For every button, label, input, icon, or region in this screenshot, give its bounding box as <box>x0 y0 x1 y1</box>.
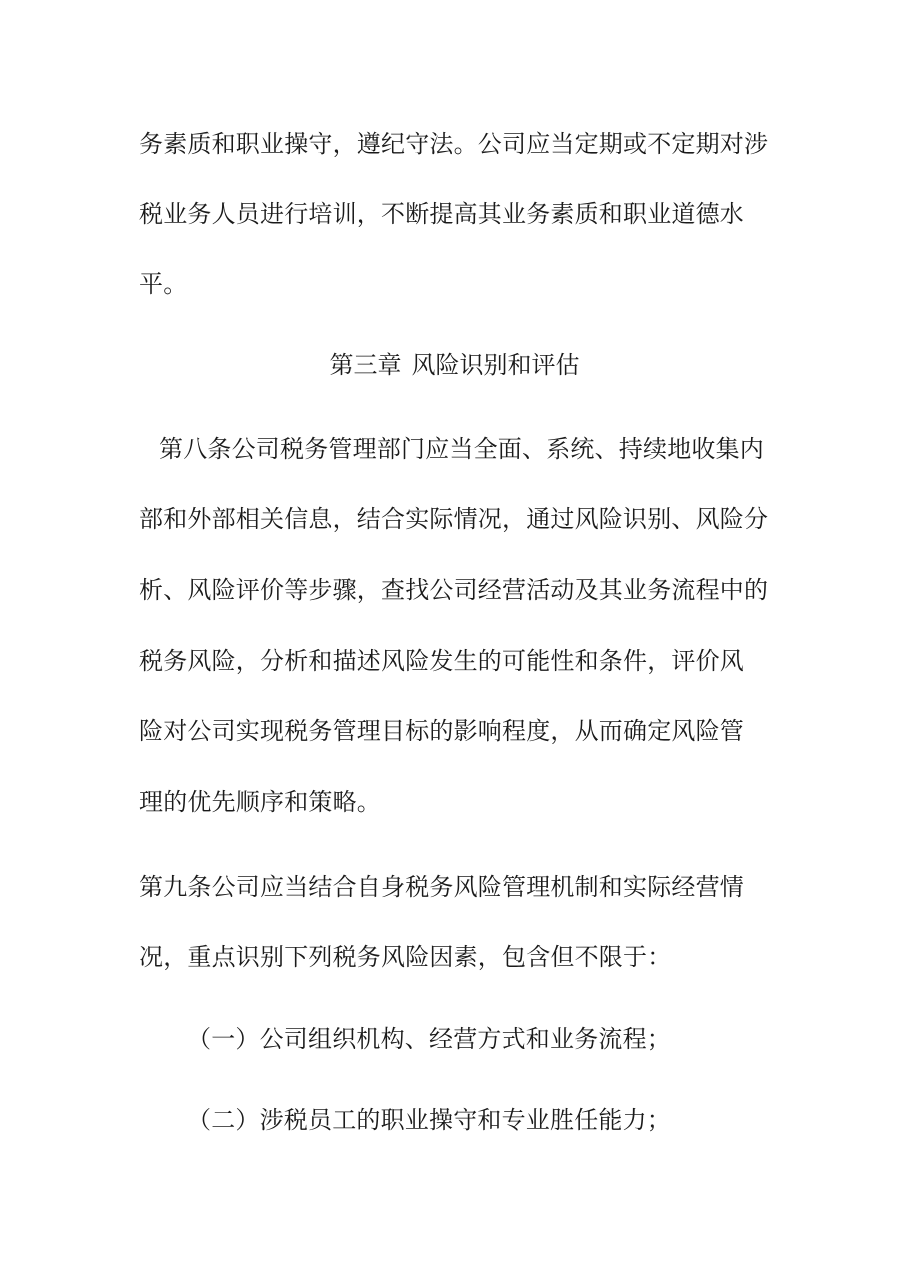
article-8-line: 理的优先顺序和策略。 <box>139 788 381 816</box>
chapter-heading <box>0 350 909 380</box>
article-9-line: 第九条公司应当结合自身税务风险管理机制和实际经营情 <box>139 873 744 901</box>
article-9-item: （一）公司组织机构、经营方式和业务流程； <box>187 1025 671 1053</box>
article-8-line: 第八条公司税务管理部门应当全面、系统、持续地收集内 <box>159 435 764 463</box>
article-8-line: 险对公司实现税务管理目标的影响程度，从而确定风险管 <box>139 717 744 745</box>
paragraph-line: 平。 <box>139 270 188 298</box>
paragraph-line: 税业务人员进行培训，不断提高其业务素质和职业道德水 <box>139 200 744 228</box>
article-9-item: （二）涉税员工的职业操守和专业胜任能力； <box>187 1106 671 1134</box>
article-9-line: 况，重点识别下列税务风险因素，包含但不限于： <box>139 943 672 971</box>
article-8-line: 析、风险评价等步骤，查找公司经营活动及其业务流程中的 <box>139 576 769 604</box>
paragraph-line: 务素质和职业操守，遵纪守法。公司应当定期或不定期对涉 <box>139 130 769 158</box>
article-8-line: 税务风险，分析和描述风险发生的可能性和条件，评价风 <box>139 647 744 675</box>
article-8-line: 部和外部相关信息，结合实际情况，通过风险识别、风险分 <box>139 505 769 533</box>
chapter-number: 第三章 <box>329 351 402 379</box>
chapter-title: 风险识别和评估 <box>411 351 580 379</box>
